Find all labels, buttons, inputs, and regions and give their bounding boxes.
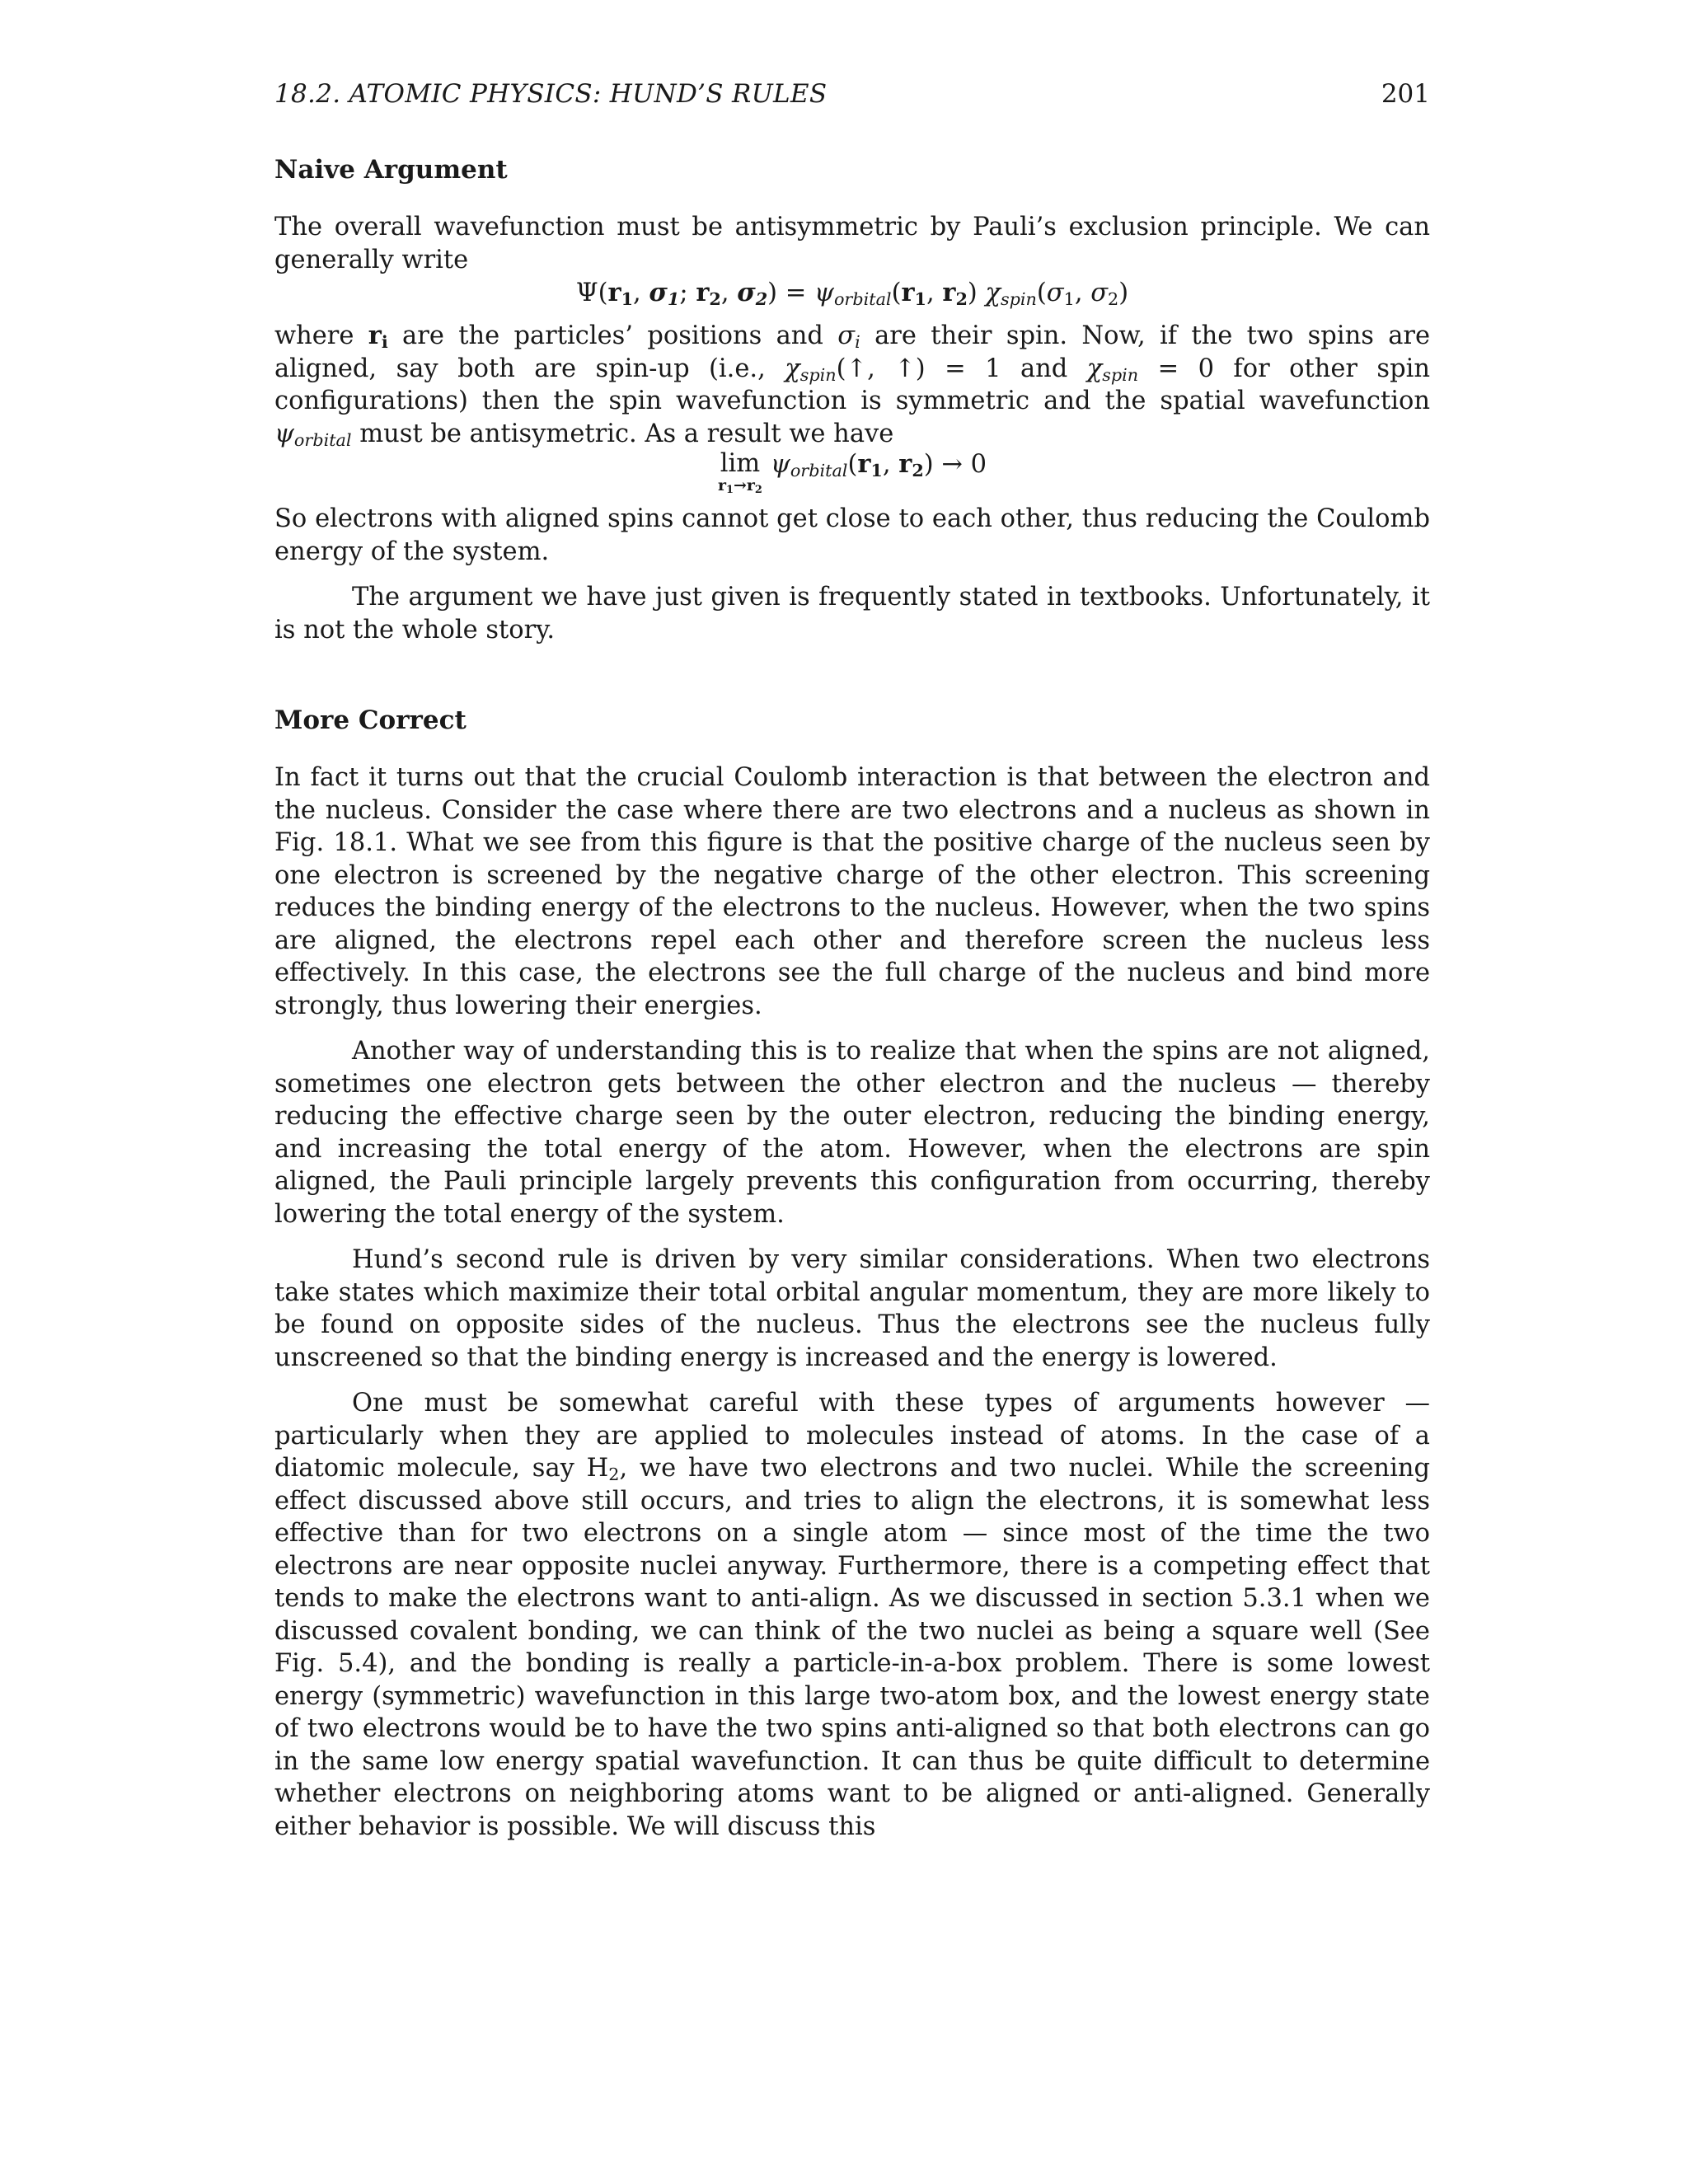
paragraph: where $r_i$ are the particles’ positions and $\sigma_i$ are their spin. Now, if the two spins are aligned, say both are spin-up (i.e., $\chi_{spin}(↑$, ↑) = 1 and $\chi_{spin} = 0$ for other spin configurations) then the spin wavefunction is symmetric and the spatial wavefunction $\psi_{orbital}$ must be antisymetric. As a result we have	[274, 321, 1431, 450]
page	[274, 79, 1430, 1843]
paragraph: The overall wavefunction must be antisymmetric by Pauli’s exclusion principle. We can generally write	[274, 213, 1430, 274]
paragraph: Another way of understanding this is to realize that when the spins are not aligned, sometimes one electron gets between the other electron and the nucleus — thereby reducing the effective charge seen by the outer electron, reducing the binding energy, and increasing the total energy of the atom. However, when the electrons are spin aligned, the Pauli principle largely prevents this configuration from occurring, thereby lowering the total energy of the system.	[274, 1037, 1430, 1229]
running-head	[274, 79, 1430, 120]
paragraph: Hund’s second rule is driven by very similar considerations. When two electrons take states which maximize their total orbital angular momentum, they are more likely to be found on opposite sides of the nucleus. Thus the electrons see the nucleus fully unscreened so that the binding energy is increased and the energy is lowered.	[274, 1245, 1430, 1372]
paragraph: So electrons with aligned spins cannot get close to each other, thus reducing the Coulomb energy of the system.	[274, 504, 1430, 566]
equation-wavefunction: $\Psi(r_1$, $\sigma_1$; $r_2$, $\sigma_2) = \psi_{orbital}(r_1$, $r_2$) $\chi_{spin}(\sigma_1$, $\sigma_2$)	[575, 278, 1129, 310]
paragraph: One must be somewhat careful with these types of arguments however — particularly when they are applied to molecules instead of atoms. In the case of a diatomic molecule, say $H_2$, we have two electrons and two nuclei. While the screening effect discussed above still occurs, and tries to align the electrons, it is somewhat less effective than for two electrons on a single atom — since most of the time the two electrons are near opposite nuclei anyway. Furthermore, there is a competing effect that tends to make the electrons want to anti-align. As we discussed in section 5.3.1 when we discussed covalent bonding, we can think of the two nuclei as being a square well (See Fig. 5.4), and the bonding is really a particle-in-a-box problem. There is some lowest energy (symmetric) wavefunction in this large two-atom box, and the lowest energy state of two electrons would be to have the two spins anti-aligned so that both electrons can go in the same low energy spatial wavefunction. It can thus be quite difficult to determine whether electrons on neighboring atoms want to be aligned or anti-aligned. Generally either behavior is possible. We will discuss this	[274, 1389, 1430, 1841]
equation-limit: lim $r_1\to r_2$ $\psi_{orbital}(r_1$, $r_2) \to 0$	[717, 449, 987, 497]
limit-operator: lim $r_1\to r_2$	[717, 449, 762, 497]
paragraph: In fact it turns out that the crucial Coulomb interaction is that between the electron and the nucleus. Consider the case where there are two electrons and a nucleus as shown in Fig. 18.1. What we see from this figure is that the positive charge of the nucleus seen by one electron is screened by the negative charge of the other electron. This screening reduces the binding energy of the electrons to the nucleus. However, when the two spins are aligned, the electrons repel each other and therefore screen the nucleus less effectively. In this case, the electrons see the full charge of the nucleus and bind more strongly, thus lowering their energies.	[274, 763, 1430, 1020]
section-heading-more-correct: More Correct	[274, 705, 467, 735]
page-number: 201	[1381, 79, 1430, 109]
section-heading-naive: Naive Argument	[274, 155, 508, 185]
running-title: 18.2. ATOMIC PHYSICS: HUND’S RULES	[274, 79, 828, 109]
paragraph: The argument we have just given is frequently stated in textbooks. Unfortunately, it is not the whole story.	[274, 583, 1430, 644]
